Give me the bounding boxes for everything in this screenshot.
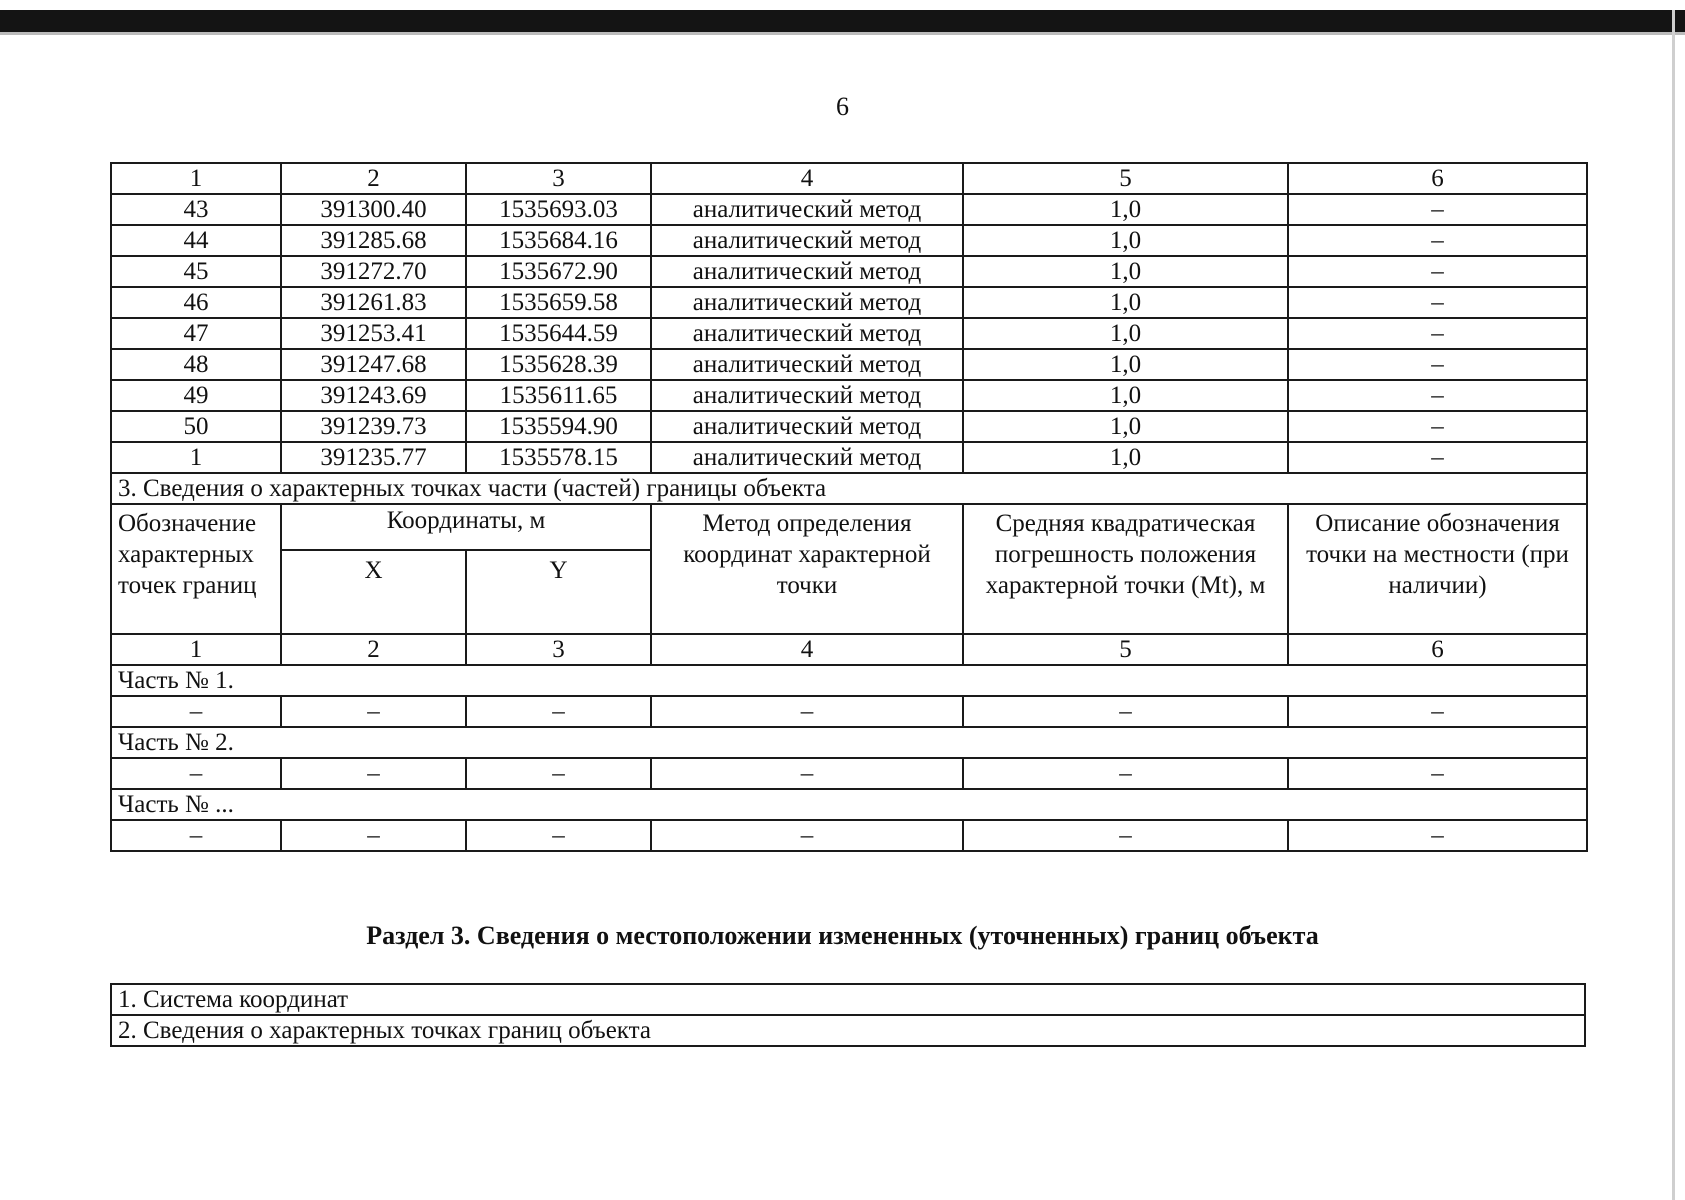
empty-cell: – <box>963 758 1288 789</box>
part-heading-row <box>111 665 1587 696</box>
method: аналитический метод <box>651 194 963 225</box>
header-error: Средняя квадратическая погрешность положения характерной точки (Mt), м <box>963 504 1288 634</box>
part-heading-row <box>111 789 1587 820</box>
method: аналитический метод <box>651 411 963 442</box>
header-number-row <box>111 634 1587 665</box>
empty-cell: – <box>466 758 651 789</box>
point-id: 48 <box>111 349 281 380</box>
column-number: 6 <box>1288 634 1587 665</box>
coord-y: 1535684.16 <box>466 225 651 256</box>
method: аналитический метод <box>651 442 963 473</box>
coordinate-system-row: 1. Система координат <box>111 984 1585 1015</box>
table-row <box>111 256 1587 287</box>
coord-y: 1535644.59 <box>466 318 651 349</box>
point-id: 49 <box>111 380 281 411</box>
point-id: 1 <box>111 442 281 473</box>
section-heading-row <box>111 473 1587 504</box>
table-row <box>111 758 1587 789</box>
column-number: 2 <box>281 634 466 665</box>
description: – <box>1288 442 1587 473</box>
table-row <box>111 696 1587 727</box>
point-id: 44 <box>111 225 281 256</box>
coord-x: 391261.83 <box>281 287 466 318</box>
point-id: 46 <box>111 287 281 318</box>
column-number: 1 <box>111 163 281 194</box>
empty-cell: – <box>281 758 466 789</box>
method: аналитический метод <box>651 380 963 411</box>
error-value: 1,0 <box>963 256 1288 287</box>
empty-cell: – <box>963 696 1288 727</box>
coord-y: 1535628.39 <box>466 349 651 380</box>
header-coordinates: Координаты, м <box>281 504 651 550</box>
coord-x: 391235.77 <box>281 442 466 473</box>
table-row <box>111 1015 1585 1046</box>
empty-cell: – <box>651 758 963 789</box>
coord-y: 1535594.90 <box>466 411 651 442</box>
header-description: Описание обозначения точки на местности (при наличии) <box>1288 504 1587 634</box>
scan-top-border <box>0 10 1685 32</box>
coord-x: 391243.69 <box>281 380 466 411</box>
empty-cell: – <box>1288 820 1587 851</box>
part-heading-row <box>111 727 1587 758</box>
empty-cell: – <box>1288 696 1587 727</box>
scan-right-edge <box>1672 10 1675 1200</box>
description: – <box>1288 256 1587 287</box>
empty-cell: – <box>651 696 963 727</box>
header-y: Y <box>466 550 651 634</box>
column-number: 2 <box>281 163 466 194</box>
column-number: 5 <box>963 634 1288 665</box>
empty-cell: – <box>281 820 466 851</box>
table-row <box>111 225 1587 256</box>
part-label: Часть № 1. <box>111 665 1587 696</box>
description: – <box>1288 411 1587 442</box>
section-3-title: 3. Сведения о характерных точках части (частей) границы объекта <box>111 473 1587 504</box>
description: – <box>1288 380 1587 411</box>
description: – <box>1288 225 1587 256</box>
coord-x: 391285.68 <box>281 225 466 256</box>
error-value: 1,0 <box>963 287 1288 318</box>
changed-boundaries-table <box>110 983 1586 1047</box>
error-value: 1,0 <box>963 411 1288 442</box>
coord-y: 1535693.03 <box>466 194 651 225</box>
coord-x: 391300.40 <box>281 194 466 225</box>
column-number: 1 <box>111 634 281 665</box>
coord-y: 1535659.58 <box>466 287 651 318</box>
section-3-heading: Раздел 3. Сведения о местоположении измененных (уточненных) границ объекта <box>366 921 1319 950</box>
method: аналитический метод <box>651 256 963 287</box>
table-row <box>111 287 1587 318</box>
coord-y: 1535672.90 <box>466 256 651 287</box>
empty-cell: – <box>963 820 1288 851</box>
column-number-row <box>111 163 1587 194</box>
point-id: 43 <box>111 194 281 225</box>
error-value: 1,0 <box>963 225 1288 256</box>
header-x: X <box>281 550 466 634</box>
description: – <box>1288 287 1587 318</box>
empty-cell: – <box>111 758 281 789</box>
empty-cell: – <box>651 820 963 851</box>
table-row <box>111 380 1587 411</box>
coord-x: 391272.70 <box>281 256 466 287</box>
coord-y: 1535611.65 <box>466 380 651 411</box>
description: – <box>1288 194 1587 225</box>
table-row <box>111 411 1587 442</box>
description: – <box>1288 349 1587 380</box>
error-value: 1,0 <box>963 380 1288 411</box>
table-row <box>111 984 1585 1015</box>
coord-x: 391247.68 <box>281 349 466 380</box>
column-number: 5 <box>963 163 1288 194</box>
method: аналитический метод <box>651 349 963 380</box>
column-number: 4 <box>651 163 963 194</box>
coord-y: 1535578.15 <box>466 442 651 473</box>
table-row <box>111 820 1587 851</box>
part-label: Часть № 2. <box>111 727 1587 758</box>
table-row <box>111 318 1587 349</box>
page-number: 6 <box>836 92 849 121</box>
part-label: Часть № ... <box>111 789 1587 820</box>
point-id: 47 <box>111 318 281 349</box>
empty-cell: – <box>466 820 651 851</box>
method: аналитический метод <box>651 287 963 318</box>
boundary-points-info-row: 2. Сведения о характерных точках границ объекта <box>111 1015 1585 1046</box>
method: аналитический метод <box>651 225 963 256</box>
boundary-points-table <box>110 162 1588 852</box>
error-value: 1,0 <box>963 349 1288 380</box>
empty-cell: – <box>466 696 651 727</box>
point-id: 45 <box>111 256 281 287</box>
header-point-designation: Обозначение характерных точек границ <box>111 504 281 634</box>
column-number: 3 <box>466 634 651 665</box>
error-value: 1,0 <box>963 442 1288 473</box>
error-value: 1,0 <box>963 318 1288 349</box>
table-row <box>111 442 1587 473</box>
point-id: 50 <box>111 411 281 442</box>
empty-cell: – <box>281 696 466 727</box>
header-method: Метод определения координат характерной точки <box>651 504 963 634</box>
empty-cell: – <box>111 820 281 851</box>
coord-x: 391239.73 <box>281 411 466 442</box>
empty-cell: – <box>111 696 281 727</box>
column-number: 4 <box>651 634 963 665</box>
description: – <box>1288 318 1587 349</box>
coord-x: 391253.41 <box>281 318 466 349</box>
table-row <box>111 194 1587 225</box>
column-number: 3 <box>466 163 651 194</box>
error-value: 1,0 <box>963 194 1288 225</box>
method: аналитический метод <box>651 318 963 349</box>
column-number: 6 <box>1288 163 1587 194</box>
empty-cell: – <box>1288 758 1587 789</box>
table-row <box>111 349 1587 380</box>
header-row <box>111 504 1587 550</box>
